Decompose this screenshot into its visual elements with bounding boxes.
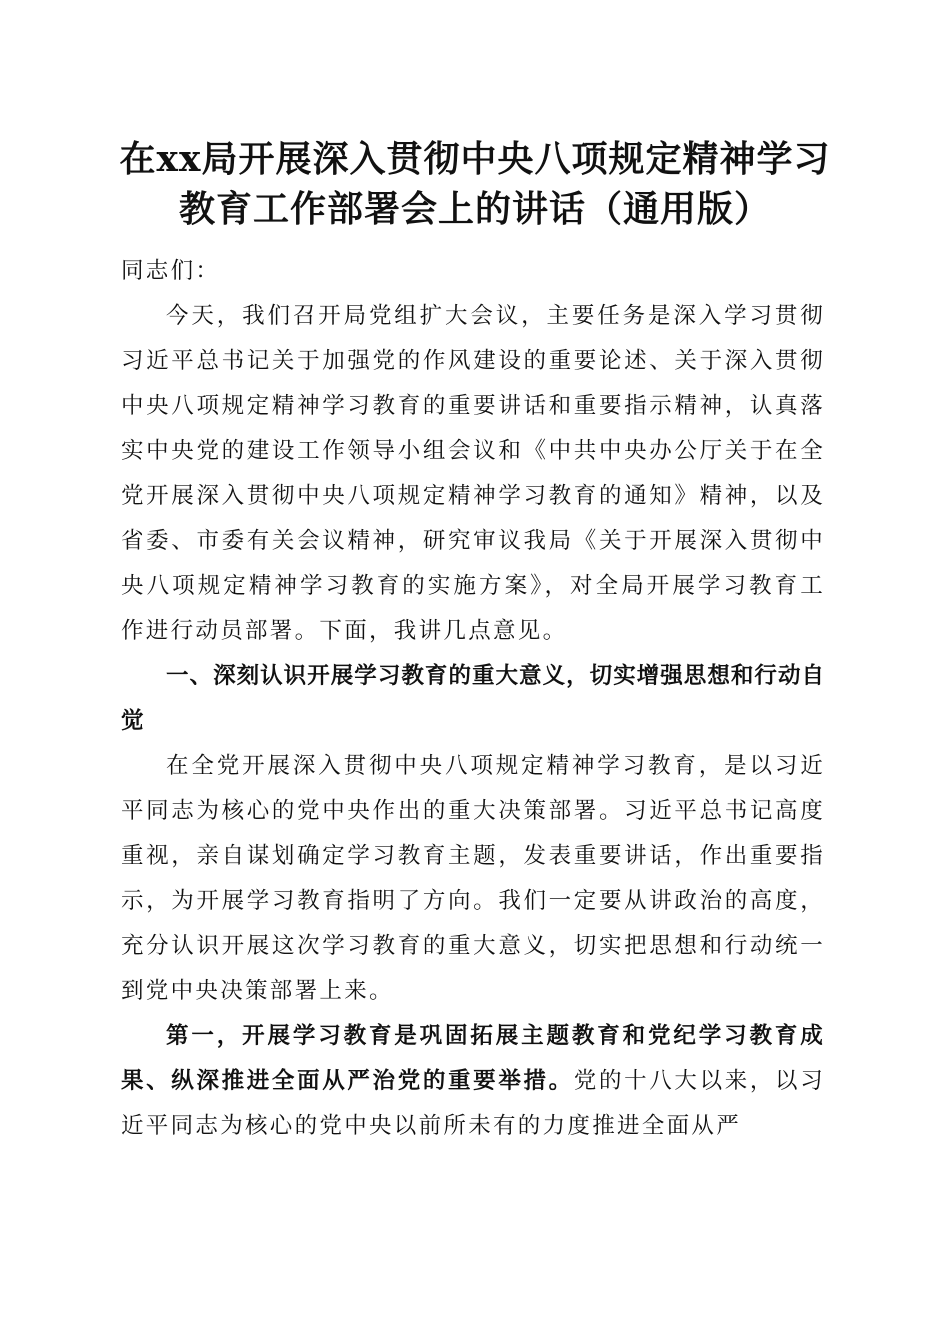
point-1-lead: 第一，开展学习教育是巩固拓展主题教育和党纪学习教育成果、纵深推进全面从严治党的重要举措。 — [121, 1023, 825, 1094]
section-1-heading: 一、深刻认识开展学习教育的重大意义，切实增强思想和行动自觉 — [121, 663, 825, 734]
point-1-paragraph — [121, 1014, 825, 1149]
document-title-line-1: 在xx局开展深入贯彻中央八项规定精神学习 — [119, 138, 831, 180]
point-1-body: 党的十八大以来，以习近平同志为核心的党中央以前所未有的力度推进全面从严 — [121, 1068, 825, 1139]
document-body — [121, 249, 825, 1149]
salutation: 同志们： — [121, 258, 221, 284]
intro-paragraph: 今天，我们召开局党组扩大会议，主要任务是深入学习贯彻习近平总书记关于加强党的作风建设的重要论述、关于深入贯彻中央八项规定精神学习教育的重要讲话和重要指示精神，认真落实中央党的建设工作领导小组会议和《中共中央办公厅关于在全党开展深入贯彻中央八项规定精神学习教育的通知》精神，以及省委、市委有关会议精神，研究审议我局《关于开展深入贯彻中央八项规定精神学习教育的实施方案》，对全局开展学习教育工作进行动员部署。下面，我讲几点意见。 — [121, 303, 825, 644]
section-1-paragraph: 在全党开展深入贯彻中央八项规定精神学习教育，是以习近平同志为核心的党中央作出的重大决策部署。习近平总书记高度重视，亲自谋划确定学习教育主题，发表重要讲话，作出重要指示，为开展学习教育指明了方向。我们一定要从讲政治的高度，充分认识开展这次学习教育的重大意义，切实把思想和行动统一到党中央决策部署上来。 — [121, 753, 825, 1004]
document-title-line-2: 教育工作部署会上的讲话（通用版） — [178, 188, 771, 230]
